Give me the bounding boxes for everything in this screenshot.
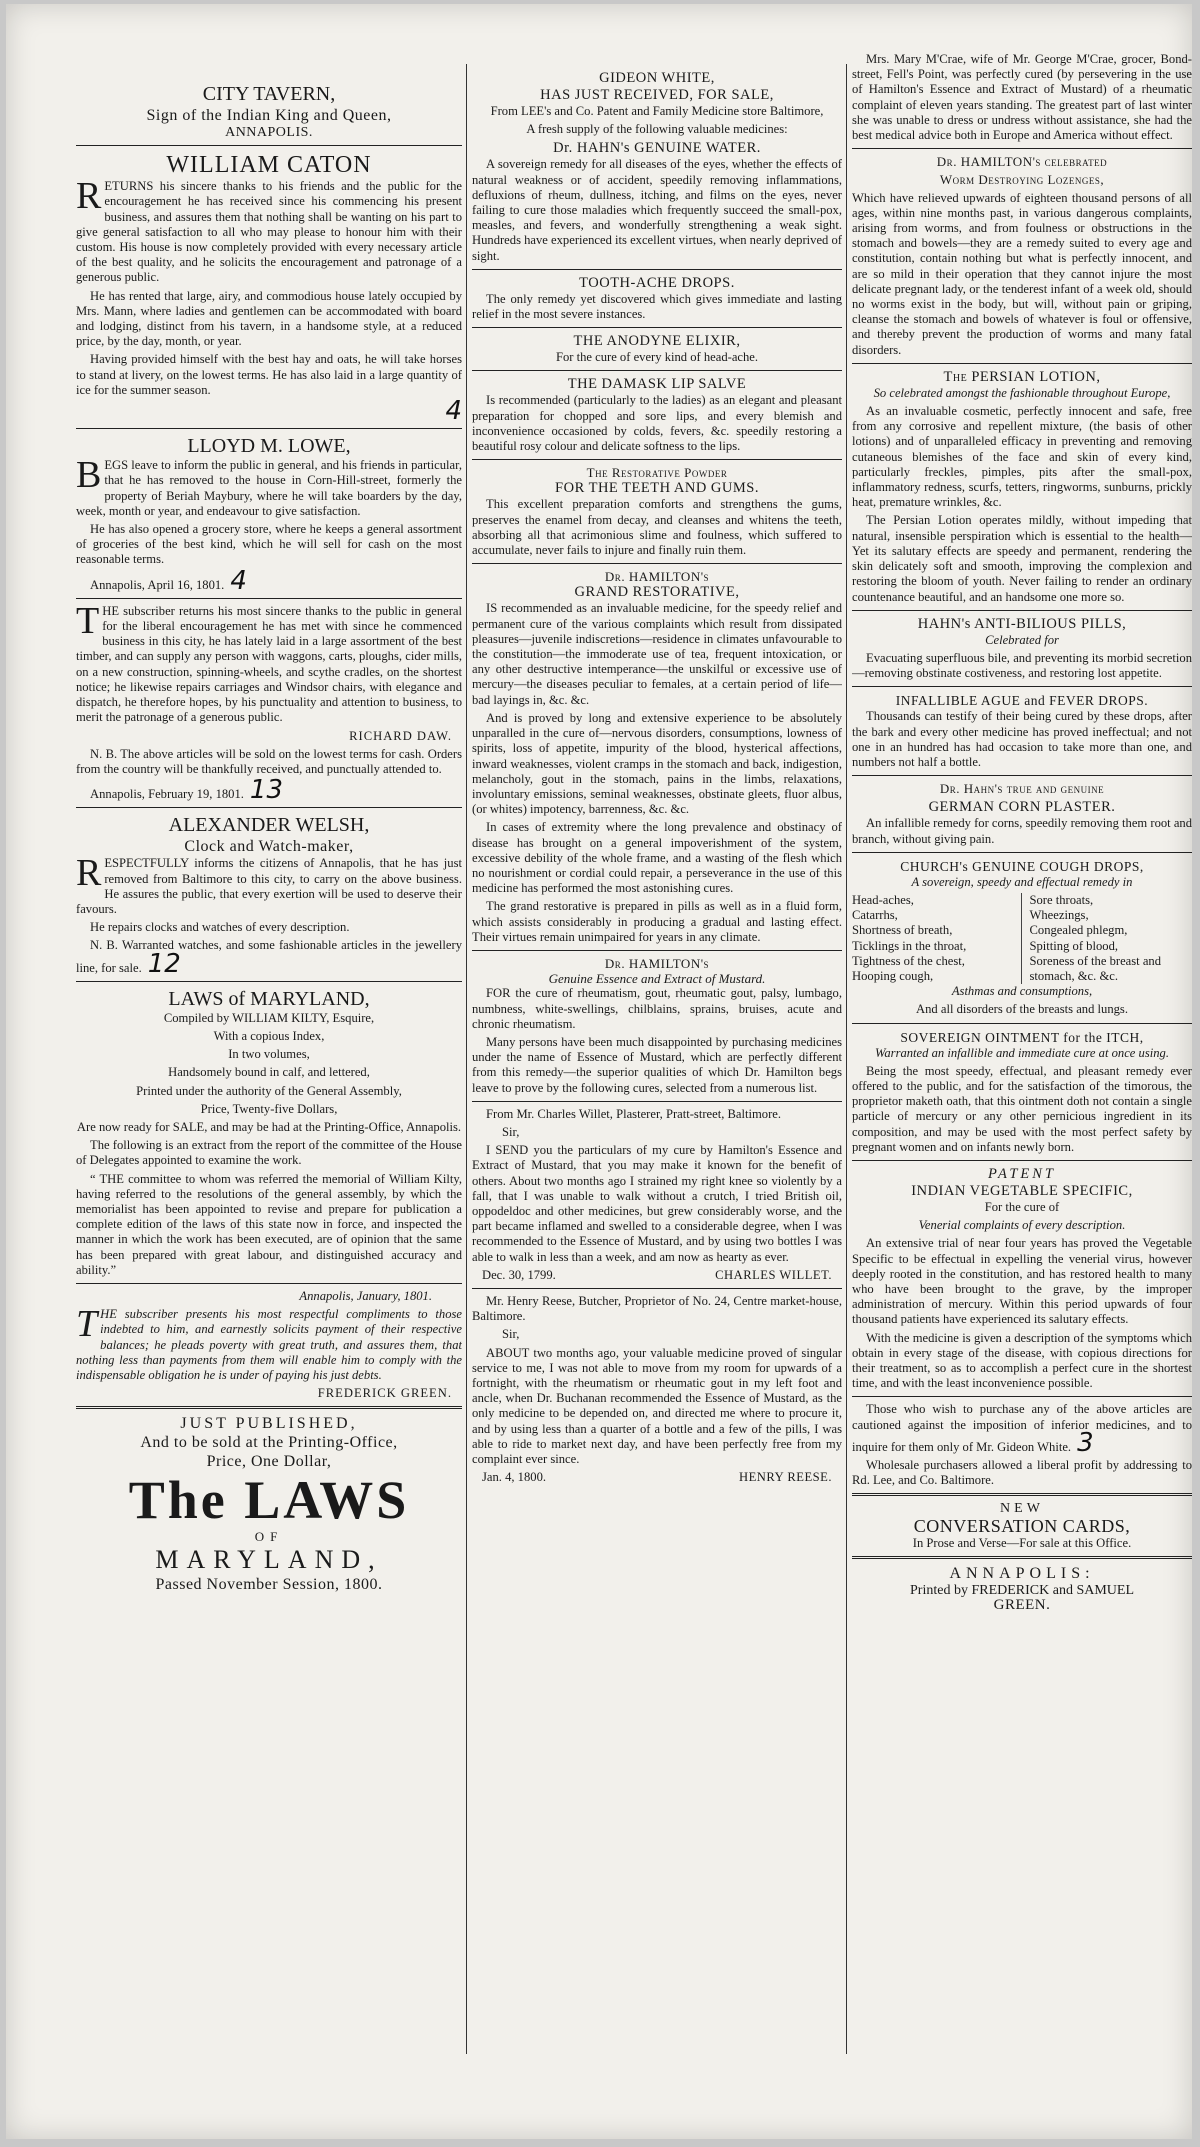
daw-nb: N. B. The above articles will be sold on the lowest terms for cash. Orders from the country will be thankfully received, and punctually attended to. xyxy=(76,746,462,776)
daw-advert xyxy=(76,599,462,806)
cough-after-1: Asthmas and consumptions, xyxy=(951,984,1093,999)
white-name: GIDEON WHITE, xyxy=(599,70,715,86)
cough-ailments-list xyxy=(852,893,1192,984)
published-line-6: MARYLAND, xyxy=(155,1544,383,1574)
divider xyxy=(852,1396,1192,1397)
white-line-2: From LEE's and Co. Patent and Family Medicine store Baltimore, xyxy=(490,104,824,118)
lowe-paragraph-1: BEGS leave to inform the public in general, and his friends in particular, that he has removed to the house in Corn-Hill-street, formerly the property of Beriah Maybury, where he will take boarders by the day, week, month or year, and endeavour to give satisfaction. xyxy=(76,454,462,518)
handwritten-mark: 12 xyxy=(147,948,181,979)
daw-paragraph-1: THE subscriber returns his most sincere thanks to the public in general for the liberal encouragement he has met with since he commenced business in this city, he has lately laid in a large assortment of the best timber, and can supply any person with waggons, carts, ploughs, cider mills, on a new construction, spinning-wheels, and scythe cradles, on the shortest notice; he likewise repairs carriages and Windsor chairs, with elegance and dispatch, he therefore hopes, by his punctuality and attention to business, to merit the patronage of a generous public. xyxy=(76,599,462,725)
laws-ready: Are now ready for SALE, and may be had at the Printing-Office, Annapolis. xyxy=(76,1119,462,1134)
reese-salutation: Sir, xyxy=(502,1327,520,1342)
divider xyxy=(472,1288,842,1289)
divider xyxy=(472,1101,842,1102)
cough-after-2: And all disorders of the breasts and lungs. xyxy=(916,1002,1128,1017)
ague-title: INFALLIBLE AGUE and FEVER DROPS. xyxy=(895,693,1149,709)
divider xyxy=(852,610,1192,611)
laws-printed: Printed under the authority of the General Assembly, xyxy=(136,1083,402,1098)
restorative-title-2: GRAND RESTORATIVE, xyxy=(574,584,740,601)
cards-line-2: CONVERSATION CARDS, xyxy=(913,1515,1131,1536)
mustard-title-2: Genuine Essence and Extract of Mustard. xyxy=(548,971,766,987)
elixir-title: THE ANODYNE ELIXIR, xyxy=(573,333,741,350)
divider xyxy=(852,1023,1192,1024)
plaster-title-1: Dr. Hahn's true and genuine xyxy=(939,781,1105,797)
pills-title: HAHN's ANTI-BILIOUS PILLS, xyxy=(917,615,1127,632)
welsh-paragraph-2: He repairs clocks and watches of every description. xyxy=(90,920,350,935)
tavern-paragraph-2: He has rented that large, airy, and commodious house lately occupied by Mrs. Mann, where ladies and gentlemen can be accommodated with board and lodging, distinct from his tavern, in a handsome style, at a reduced price, by the day, month, or year. xyxy=(76,288,462,349)
ailment-item: Head-aches, xyxy=(852,892,914,907)
divider xyxy=(472,563,842,564)
salve-title: THE DAMASK LIP SALVE xyxy=(567,376,747,393)
reese-signature: HENRY REESE. xyxy=(739,1470,832,1485)
willet-salutation: Sir, xyxy=(502,1124,520,1139)
salve-text: Is recommended (particularly to the ladies) as an elegant and pleasant preparation for chopped and sore lips, and every blemish and inconvenience occasioned by colds, fevers, &c. speedily restoring a beautiful rosy colour and delicate softness to the lips. xyxy=(472,393,842,454)
white-line-3: A fresh supply of the following valuable medicines: xyxy=(526,122,788,137)
divider xyxy=(472,269,842,270)
specific-title-2: INDIAN VEGETABLE SPECIFIC, xyxy=(911,1182,1133,1199)
willet-from: From Mr. Charles Willet, Plasterer, Pratt-street, Baltimore. xyxy=(486,1106,781,1121)
cough-title: CHURCH's GENUINE COUGH DROPS, xyxy=(900,858,1144,874)
lotion-title: The PERSIAN LOTION, xyxy=(943,368,1101,385)
divider xyxy=(76,428,462,429)
ailment-item: Catarrhs, xyxy=(852,908,898,923)
welsh-paragraph-3: N. B. Warranted watches, and some fashionable articles in the jewellery line, for sale. xyxy=(76,938,462,975)
published-line-7: Passed November Session, 1800. xyxy=(155,1575,383,1593)
wholesale-text: Wholesale purchasers allowed a liberal profit by addressing to Rd. Lee, and Co. Baltimore. xyxy=(852,1458,1192,1488)
handwritten-mark: 4 xyxy=(445,396,462,427)
published-line-5: OF xyxy=(254,1529,284,1545)
column-2 xyxy=(472,52,842,1488)
ailment-item: Spitting of blood, xyxy=(1029,938,1119,953)
ailment-item: Sore throats, xyxy=(1029,892,1094,907)
ailment-item: Shortness of breath, xyxy=(852,923,953,938)
lowe-name: LLOYD M. LOWE, xyxy=(187,435,351,458)
laws-advert xyxy=(76,987,462,1278)
divider xyxy=(852,148,1192,149)
handwritten-mark: 13 xyxy=(249,775,283,806)
tavern-paragraph-3: Having provided himself with the best hay and oats, he will take horses to stand at livery, on the lowest terms. He has also laid in a large quantity of ice for the summer season. xyxy=(76,352,462,397)
mustard-paragraph-1: FOR the cure of rheumatism, gout, rheumatic gout, palsy, lumbago, numbness, white-swellings, chilblains, sprains, bruises, acute and chronic rheumatism. xyxy=(472,986,842,1031)
ointment-title: SOVEREIGN OINTMENT for the ITCH, xyxy=(900,1029,1144,1045)
laws-index: With a copious Index, xyxy=(213,1028,325,1043)
specific-title-4: Venerial complaints of every description. xyxy=(918,1218,1126,1233)
tavern-paragraph-1: RETURNS his sincere thanks to his friends and the public for the encouragement he has received since his commencing his present business, and assures them that nothing shall be wanting on his part to give general satisfaction to all who may please to honour him with their custom. His house is now completely provided with every necessary article of the best quality, and he solicits the encouragement and patronage of a generous public. xyxy=(76,175,462,285)
imprint-line-2: Printed by FREDERICK and SAMUEL xyxy=(910,1582,1134,1598)
laws-compiled: Compiled by WILLIAM KILTY, Esquire, xyxy=(163,1010,375,1025)
mccrae-testimonial: Mrs. Mary M'Crae, wife of Mr. George M'Crae, grocer, Bond-street, Fell's Point, was perfectly cured (by persevering in the use of Hamilton's Essence and Extract of Mustard) of a rheumatic complaint of eleven years standing. The greatest part of last winter she was unable to dress or undress without assistance, she had the best medical advice both in Europe and America without effect. xyxy=(852,52,1192,143)
cards-line-3: In Prose and Verse—For sale at this Office. xyxy=(912,1535,1132,1550)
lotion-paragraph-1: As an invaluable cosmetic, perfectly innocent and safe, free from any corrosive and repellent mixture, (the basis of other lotions) and of unparalleled efficacy in preventing and removing cutaneous blemishes of the face and skin of every kind, particularly freckles, pimples, pits after the small-pox, inflammatory redness, scurfs, tetters, ringworms, sunburns, prickly heat, premature wrinkles, &c. xyxy=(852,404,1192,510)
daw-signature: RICHARD DAW. xyxy=(349,728,452,743)
column-3 xyxy=(852,52,1192,1613)
restorative-paragraph-3: In cases of extremity where the long prevalence and obstinacy of disease has brought on a general impoverishment of the system, excessive debility of the whole frame, and a wasting of the flesh which no nourishment or cordial could repair, a perseverance in the use of this medicine has performed the most astonishing cures. xyxy=(472,820,842,896)
restorative-title-1: Dr. HAMILTON's xyxy=(604,569,710,585)
green-paragraph: THE subscriber presents his most respectful compliments to those indebted to him, and earnestly solicits payment of their respective balances; he pleads poverty with great truth, and assures them, that nothing less than payments from them will enable him to comply with the indispensable obligation he is under of paying his just debts. xyxy=(76,1303,462,1382)
specific-paragraph-1: An extensive trial of near four years has proved the Vegetable Specific to be effectual in expelling the venerial virus, however deeply rooted in the constitution, and has restored health to many who have been brought to the grave, by the improper administration of mercury. Within this period upwards of four thousand patients have experienced its salutary effects. xyxy=(852,1236,1192,1327)
divider xyxy=(852,686,1192,687)
published-line-2: And to be sold at the Printing-Office, xyxy=(140,1434,398,1452)
green-notice xyxy=(76,1289,462,1401)
pills-subtitle: Celebrated for xyxy=(985,632,1059,647)
willet-date: Dec. 30, 1799. xyxy=(482,1267,556,1282)
powder-text: This excellent preparation comforts and strengthens the gums, preserves the enamel from decay, and cleanses and whitens the teeth, absorbing all that acrimonious slime and foulness, which suffered to accumulate, never fails to injure and finally ruin them. xyxy=(472,497,842,558)
restorative-paragraph-4: The grand restorative is prepared in pills as well as in a fluid form, which assists considerably in producing a gradual and lasting effect. Their virtues remain unimpaired for years in any climate. xyxy=(472,899,842,944)
published-line-3: Price, One Dollar, xyxy=(206,1453,332,1471)
lotion-subtitle: So celebrated amongst the fashionable throughout Europe, xyxy=(873,385,1171,400)
tavern-place: ANNAPOLIS. xyxy=(225,125,313,140)
plaster-title-2: GERMAN CORN PLASTER. xyxy=(928,799,1116,816)
daw-date: Annapolis, February 19, 1801. xyxy=(90,787,244,802)
welsh-advert xyxy=(76,813,462,979)
restorative-paragraph-2: And is proved by long and extensive experience to be absolutely unparalled in the cure of—nervous disorders, consumptions, lowness of spirits, loss of appetite, impurity of the blood, hysterical affections, inward weaknesses, violent cramps in the stomach and back, indigestion, melancholy, gout in the stomach, pains in the limbs, relaxations, involuntary emissions, seminal weaknesses, obstinate gleets, fluor albus, (or whites) impotency, barrenness, &c. &c. xyxy=(472,710,842,817)
white-header xyxy=(472,70,842,137)
laws-price: Price, Twenty-five Dollars, xyxy=(200,1101,338,1116)
welsh-name: ALEXANDER WELSH, xyxy=(168,814,370,837)
reese-date: Jan. 4, 1800. xyxy=(482,1470,547,1485)
mustard-title-1: Dr. HAMILTON's xyxy=(604,955,710,971)
ailment-item: Soreness of the breast and stomach, &c. &c. xyxy=(1029,953,1161,983)
powder-title-1: The Restorative Powder xyxy=(586,465,728,481)
tavern-title: CITY TAVERN, xyxy=(202,83,336,105)
ailment-item: Hooping cough, xyxy=(852,968,934,983)
tavern-subtitle: Sign of the Indian King and Queen, xyxy=(146,107,392,124)
divider xyxy=(472,327,842,328)
water-title: Dr. HAHN's GENUINE WATER. xyxy=(553,140,761,157)
water-text: A sovereign remedy for all diseases of the eyes, whether the effects of natural weakness or of accident, speedily removing inflammations, defluxions of rheum, dullness, itching, and films on the eyes, never failing to cure those maladies which frequently succeed the small-pox, measles, and fevers, and wonderfully strengthening a weak sight. Hundreds have experienced its excellent virtues, when nearly deprived of sight. xyxy=(472,157,842,263)
lowe-advert xyxy=(76,434,462,596)
ague-text: Thousands can testify of their being cured by these drops, after the bark and every other medicine has proved ineffectual; and not one in an hundred has had occasion to take more than one, and numbers not half a bottle. xyxy=(852,709,1192,769)
lowe-date: Annapolis, April 16, 1801. xyxy=(90,577,225,592)
divider xyxy=(472,370,842,371)
specific-title-3: For the cure of xyxy=(984,1199,1060,1214)
lozenges-text: Which have relieved upwards of eighteen thousand persons of all ages, within nine months past, in various dangerous complaints, arising from worms, and from foulness or obstructions in the stomach and bowels—they are a remedy suited to every age and constitution, contain nothing but what is perfectly innocent, and are so mild in their operation that they cannot injure the most delicate pregnant lady, or the tenderest infant of a week old, should no worms exist in the body, but will, without pain or griping, cleanse the stomach and bowels of whatever is foul or offensive, and thereby prevent the production of worms and many fatal disorders. xyxy=(852,190,1192,357)
lowe-paragraph-2: He has also opened a grocery store, where he keeps a general assortment of groceries of the best kind, which he will sell for cash on the most reasonable terms. xyxy=(76,522,462,567)
laws-published-advert xyxy=(76,1414,462,1593)
cards-line-1: NEW xyxy=(1000,1501,1044,1517)
green-signature: FREDERICK GREEN. xyxy=(317,1386,452,1401)
white-line-1: HAS JUST RECEIVED, FOR SALE, xyxy=(540,87,774,103)
handwritten-mark: 4 xyxy=(230,565,247,596)
imprint-line-1: ANNAPOLIS: xyxy=(949,1564,1095,1582)
laws-quote: “ THE committee to whom was referred the memorial of William Kilty, having referred to the resolutions of the general assembly, by which the memorialist has been appointed to revise and prepare for publication a complete edition of the laws of this state now in force, and inspected the manner in which the work has been executed, are of opinion that the same has been prepared with great labour, and distinguished accuracy and ability.” xyxy=(76,1171,462,1277)
green-date: Annapolis, January, 1801. xyxy=(299,1288,432,1303)
reese-from: Mr. Henry Reese, Butcher, Proprietor of No. 24, Centre market-house, Baltimore. xyxy=(472,1294,842,1324)
laws-extract: The following is an extract from the report of the committee of the House of Delegates appointed to examine the work. xyxy=(76,1138,462,1168)
divider xyxy=(76,1283,462,1284)
caution-text: Those who wish to purchase any of the above articles are cautioned against the imposition of inferior medicines, and to inquire for them only of Mr. Gideon White. xyxy=(852,1402,1192,1454)
laws-volumes: In two volumes, xyxy=(228,1047,310,1062)
plaster-text: An infallible remedy for corns, speedily removing them root and branch, without giving pain. xyxy=(852,816,1192,846)
divider xyxy=(76,598,462,599)
welsh-trade: Clock and Watch-maker, xyxy=(184,838,354,856)
ointment-subtitle: Warranted an infallible and immediate cure at once using. xyxy=(875,1045,1169,1060)
lozenges-title-1: Dr. HAMILTON's celebrated xyxy=(936,154,1108,170)
column-rule-2 xyxy=(846,64,847,2054)
divider xyxy=(852,363,1192,364)
divider xyxy=(76,807,462,808)
elixir-text: For the cure of every kind of head-ache. xyxy=(555,350,759,365)
specific-title-1: PATENT xyxy=(988,1165,1056,1182)
divider xyxy=(852,1556,1192,1559)
divider xyxy=(76,981,462,982)
laws-title: LAWS of MARYLAND, xyxy=(168,987,370,1010)
divider xyxy=(76,145,462,146)
imprint-line-3: GREEN. xyxy=(993,1597,1051,1614)
published-line-1: JUST PUBLISHED, xyxy=(180,1415,358,1433)
published-line-4: The LAWS xyxy=(128,1470,410,1531)
divider xyxy=(472,950,842,951)
pills-text: Evacuating superfluous bile, and preventing its morbid secretion—removing obstinate costiveness, and restoring lost appetite. xyxy=(852,650,1192,681)
restorative-paragraph-1: IS recommended as an invaluable medicine, for the speedy relief and permanent cure of the various complaints which result from dissipated pleasures—juvenile indiscretions—residence in climates unfavourable to the constitution—the immoderate use of tea, frequent intoxication, or any other destructive intemperance—the unskilful or excessive use of mercury—the diseases peculiar to females, at a certain period of life—bad layings in, &c. &c. xyxy=(472,601,842,707)
ailment-item: Wheezings, xyxy=(1029,908,1089,923)
lotion-paragraph-2: The Persian Lotion operates mildly, without impeding that natural, insensible perspiration which is essential to the health—Yet its salutary effects are speedy and permanent, rendering the skin delicately soft and smooth, improving the complexion and restoring the bloom of youth. Never failing to render an ordinary countenance beautiful, and an handsome one more so. xyxy=(852,513,1192,604)
ointment-text: Being the most speedy, effectual, and pleasant remedy ever offered to the public, and for the satisfaction of the timorous, the proprietor maketh oath, that this ointment doth not contain a single particle of mercury or any other pernicious ingredient in its composition, and may be used with the most perfect safety by pregnant women and on infants newly born. xyxy=(852,1063,1192,1154)
divider xyxy=(76,1406,462,1409)
lozenges-title-2: Worm Destroying Lozenges, xyxy=(939,172,1105,188)
willet-signature: CHARLES WILLET. xyxy=(715,1267,832,1282)
reese-letter: ABOUT two months ago, your valuable medicine proved of singular service to me, I was not able to move from my room for upwards of a fortnight, with the rheumatism or rheumatic gout in my left foot and ancle, when Dr. Buchanan recommended the Essence of Mustard, as the only medicine to be depended on, and directed me where to procure it, and by using less than a quarter of a bottle and a few of the pills, I was able to ride to market next day, and have been perfectly free from my complaint ever since. xyxy=(472,1345,842,1467)
willet-letter: I SEND you the particulars of my cure by Hamilton's Essence and Extract of Mustard, that you may make it known for the benefit of others. About two months ago I strained my right knee so violently by a fall, that I was unable to walk without a crutch, I tried British oil, oppodeldoc and other medicines, but grew considerably worse, and the part became inflamed and swelled to a considerable degree, when I was recommended to the Essence of Mustard, and by using two bottles I was able to walk in less than a week, and am now as hearty as ever. xyxy=(472,1143,842,1264)
divider xyxy=(472,459,842,460)
tooth-title: TOOTH-ACHE DROPS. xyxy=(579,274,735,291)
column-rule-1 xyxy=(466,64,467,2054)
ailment-item: Congealed phlegm, xyxy=(1029,923,1128,938)
handwritten-mark: 3 xyxy=(1077,1427,1094,1458)
mustard-paragraph-2: Many persons have been much disappointed by purchasing medicines under the name of Essence of Mustard, which are perfectly different from this remedy—the superior qualities of which Dr. Hamilton begs leave to prove by the following cures, selected from a numerous list. xyxy=(472,1034,842,1095)
newspaper-page xyxy=(6,4,1192,2139)
ailment-item: Tightness of the chest, xyxy=(852,953,965,968)
ailment-item: Ticklings in the throat, xyxy=(852,938,967,953)
tooth-text: The only remedy yet discovered which gives immediate and lasting relief in the most severe instances. xyxy=(472,291,842,322)
divider xyxy=(852,1160,1192,1161)
powder-title-2: FOR THE TEETH AND GUMS. xyxy=(555,480,759,497)
laws-bound: Handsomely bound in calf, and lettered, xyxy=(168,1065,370,1080)
column-1 xyxy=(76,52,462,1594)
tavern-proprietor: WILLIAM CATON xyxy=(166,152,372,179)
divider xyxy=(852,852,1192,853)
divider xyxy=(852,775,1192,776)
cough-subtitle: A sovereign, speedy and effectual remedy in xyxy=(911,874,1133,889)
city-tavern-advert xyxy=(76,82,462,427)
specific-paragraph-2: With the medicine is given a description of the symptoms which obtain in every stage of the disease, with copious directions for their treatment, so as to accomplish a perfect cure in the shortest time, and with the least inconvenience possible. xyxy=(852,1330,1192,1391)
welsh-paragraph-1: RESPECTFULLY informs the citizens of Annapolis, that he has just removed from Baltimore to this city, to carry on the above business. He assures the public, that every exertion will be used to deserve their favours. xyxy=(76,852,462,916)
divider xyxy=(852,1493,1192,1496)
